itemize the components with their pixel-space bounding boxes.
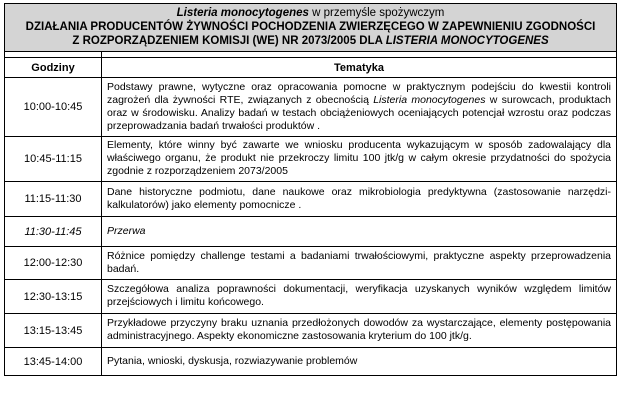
row-topic: Pytania, wnioski, dyskusja, rozwiazywanie problemów [102,348,617,376]
row-time: 12:30-13:15 [5,280,102,314]
column-header-topic: Tematyka [102,58,617,78]
table-row [5,217,617,247]
title-italic: Listeria monocytogenes [176,7,309,19]
row-topic: Przykładowe przyczyny braku uznania przedłożonych dowodów za wystarczające, elementy postępowania administracyjnego. Aspekty ekonomiczne zastosowania kryterium do 100 jtk/g. [102,314,617,348]
table-row [5,182,617,217]
title-main-italic: LISTERIA MONOCYTOGENES [385,35,549,47]
row-topic: Podstawy prawne, wytyczne oraz opracowania pomocne w praktycznym podejściu do kwestii kontroli zagrożeń dla żywności RTE, związanych z obecnością Listeria monocytogenes w surowcach, produktach oraz w środowisku. Analizy badań w testach obciążeniowych oceniających potencjał wzrostu oraz podczas przeprowadzania badań trwałości produktów . [102,78,617,137]
row-topic: Szczegółowa analiza poprawności dokumentacji, weryfikacja uzyskanych wyników względem limitów przejściowych i limitu końcowego. [102,280,617,314]
row-topic: Elementy, które winny być zawarte we wniosku producenta wykazującym w sposób zadowalający dla właściwego organu, że produkt nie przekroczy limitu 100 jtk/g w całym okresie przydatności do spożycia zgodnie z rozporządzeniem 2073/2005 [102,137,617,182]
title-line-1 [25,6,596,20]
table-row [5,314,617,348]
row-time: 12:00-12:30 [5,247,102,280]
title-row [5,4,617,52]
table-row [5,280,617,314]
table-row [5,78,617,137]
row-time: 11:15-11:30 [5,182,102,217]
table-title [5,4,617,52]
row-topic: Różnice pomiędzy challenge testami a badaniami trwałościowymi, praktyczne aspekty przeprowadzenia badań. [102,247,617,280]
row-time: 10:00-10:45 [5,78,102,137]
row-time: 11:30-11:45 [5,217,102,247]
row-topic: Dane historyczne podmiotu, dane naukowe oraz mikrobiologia predyktywna (zastosowanie narzędzi- kalkulatorów) jako elementy pomocnicze . [102,182,617,217]
schedule-table [4,3,617,376]
row-time: 13:15-13:45 [5,314,102,348]
table-row [5,137,617,182]
table-row [5,348,617,376]
title-main: DZIAŁANIA PRODUCENTÓW ŻYWNOŚCI POCHODZENIA ZWIERZĘCEGO W ZAPEWNIENIU ZGODNOŚCI Z ROZPORZĄDZENIEM KOMISJI (WE) NR 2073/2005 DLA [25,21,596,47]
title-line-2 [25,20,596,48]
row-topic: Przerwa [102,217,617,247]
column-header-time: Godziny [5,58,102,78]
column-header-row [5,58,617,78]
table-row [5,247,617,280]
title-rest: w przemyśle spożywczym [308,7,445,19]
row-time: 13:45-14:00 [5,348,102,376]
row-time: 10:45-11:15 [5,137,102,182]
